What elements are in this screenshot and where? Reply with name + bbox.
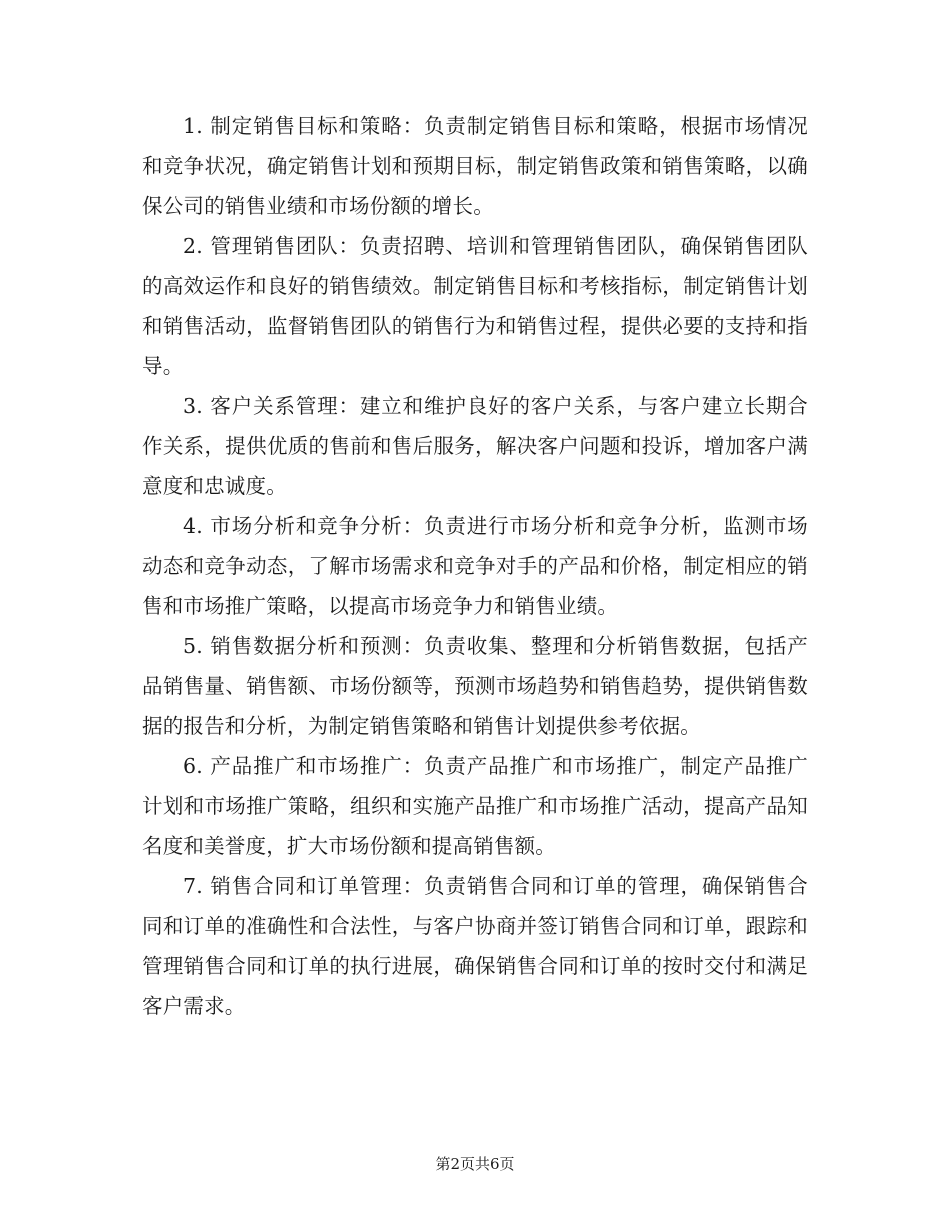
paragraph-7: 7. 销售合同和订单管理：负责销售合同和订单的管理，确保销售合同和订单的准确性和合法性，与客户协商并签订销售合同和订单，跟踪和管理销售合同和订单的执行进展，确保销售合同和订单的按时交付和满足客户需求。 [142, 874, 808, 1018]
paragraph-5: 5. 销售数据分析和预测：负责收集、整理和分析销售数据，包括产品销售量、销售额、市场份额等，预测市场趋势和销售趋势，提供销售数据的报告和分析，为制定销售策略和销售计划提供参考依据。 [142, 634, 808, 738]
paragraph-2: 2. 管理销售团队：负责招聘、培训和管理销售团队，确保销售团队的高效运作和良好的销售绩效。制定销售目标和考核指标，制定销售计划和销售活动，监督销售团队的销售行为和销售过程，提供必要的支持和指导。 [142, 234, 808, 378]
document-body [142, 106, 808, 1026]
paragraph-6: 6. 产品推广和市场推广：负责产品推广和市场推广，制定产品推广计划和市场推广策略，组织和实施产品推广和市场推广活动，提高产品知名度和美誉度，扩大市场份额和提高销售额。 [142, 754, 808, 858]
paragraph-3: 3. 客户关系管理：建立和维护良好的客户关系，与客户建立长期合作关系，提供优质的售前和售后服务，解决客户问题和投诉，增加客户满意度和忠诚度。 [142, 394, 808, 498]
paragraph-1: 1. 制定销售目标和策略：负责制定销售目标和策略，根据市场情况和竞争状况，确定销售计划和预期目标，制定销售政策和销售策略，以确保公司的销售业绩和市场份额的增长。 [142, 114, 808, 218]
paragraph-4: 4. 市场分析和竞争分析：负责进行市场分析和竞争分析，监测市场动态和竞争动态，了解市场需求和竞争对手的产品和价格，制定相应的销售和市场推广策略，以提高市场竞争力和销售业绩。 [142, 514, 808, 618]
page-number-footer: 第2页共6页 [435, 1155, 515, 1173]
